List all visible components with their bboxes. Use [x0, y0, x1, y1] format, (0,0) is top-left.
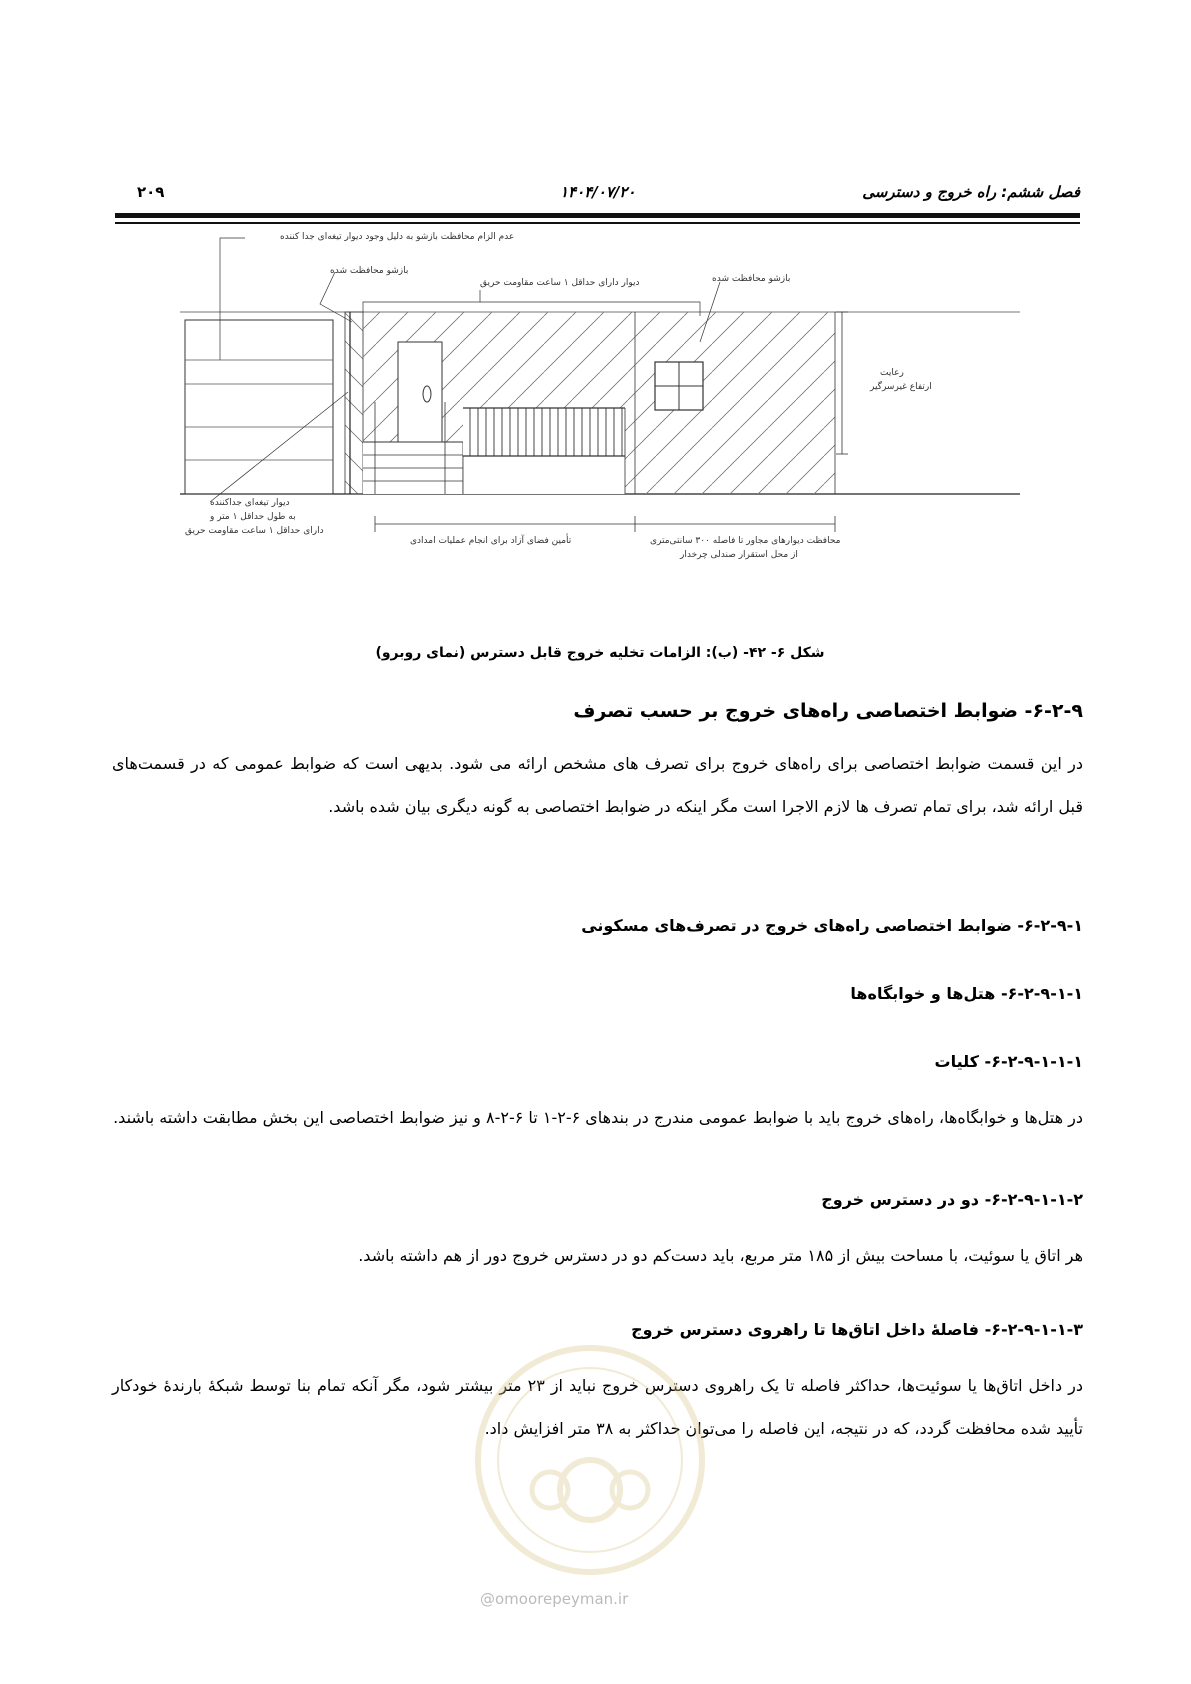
chapter-title: فصل ششم: راه خروج و دسترسی [862, 183, 1080, 201]
label-protected-opening-right: بازشو محافظت شده [712, 274, 791, 284]
page-number: ۲۰۹ [137, 183, 165, 201]
label-partition-1: دیوار تیغه‌ای جداکننده [210, 498, 290, 508]
elevation-drawing [180, 232, 1020, 622]
label-no-protection: عدم الزام محافظت بازشو به دلیل وجود دیوار تیغه‌ای جدا کننده [280, 232, 515, 242]
section-heading-general: ۶-۲-۹-۱-۱-۱- کلیات [934, 1052, 1083, 1071]
label-adjacent-2: از محل استقرار صندلی چرخدار [680, 550, 798, 560]
watermark-site: @omoorepeyman.ir [480, 1590, 629, 1608]
watermark-seal [470, 1340, 710, 1580]
page-header [115, 183, 1080, 213]
section-heading-two-doors: ۶-۲-۹-۱-۱-۲- دو در دسترس خروج [821, 1190, 1083, 1209]
section-heading-travel-distance: ۶-۲-۹-۱-۱-۳- فاصلهٔ داخل اتاق‌ها تا راهروی دسترس خروج [631, 1320, 1083, 1339]
section-heading-residential: ۶-۲-۹-۱- ضوابط اختصاصی راه‌های خروج در تصرف‌های مسکونی [581, 916, 1083, 935]
header-rule-thick [115, 213, 1080, 218]
section-heading-occupancy: ۶-۲-۹- ضوابط اختصاصی راه‌های خروج بر حسب تصرف [573, 700, 1083, 722]
label-wall-rating: دیوار دارای حداقل ۱ ساعت مقاومت حریق [480, 278, 640, 288]
header-rule-thin [115, 222, 1080, 224]
accessible-egress-figure [180, 232, 1020, 622]
label-adjacent-1: محافظت دیوارهای مجاور تا فاصله ۳۰۰ سانتی‌متری [650, 536, 841, 546]
paragraph-two-doors: هر اتاق یا سوئیت، با مساحت بیش از ۱۸۵ متر مربع، باید دست‌کم دو در دسترس خروج دور از هم داشته باشد. [358, 1246, 1083, 1265]
paragraph-intro: در این قسمت ضوابط اختصاصی برای راه‌های خروج برای تصرف های مشخص ارائه می شود. بدیهی است که ضوابط عمومی که در قسمت‌های قبل ارائه شد، برای تمام تصرف ها لازم الاجرا است مگر اینکه در ضوابط اختصاصی به گونه دیگری بیان شده باشد. [112, 754, 1083, 816]
figure-caption: شکل ۶- ۴۲- (ب): الزامات تخلیه خروج قابل دسترس (نمای روبرو) [375, 645, 825, 661]
label-protected-opening-left: بازشو محافظت شده [330, 266, 409, 276]
label-partition-3: دارای حداقل ۱ ساعت مقاومت حریق [185, 526, 324, 536]
label-smoke-height-1: رعایت [880, 368, 904, 378]
label-partition-2: به طول حداقل ۱ متر و [210, 512, 296, 522]
paragraph-travel-distance: در داخل اتاق‌ها یا سوئیت‌ها، حداکثر فاصله تا یک راهروی دسترس خروج نباید از ۲۳ متر بیشتر شود، مگر آنکه تمام بنا توسط شبکهٔ بارندهٔ خودکار تأیید شده محافظت گردد، که در نتیجه، این فاصله را می‌توان حداکثر به ۳۸ متر افزایش داد. [112, 1376, 1083, 1438]
section-heading-hotels: ۶-۲-۹-۱-۱- هتل‌ها و خوابگاه‌ها [850, 984, 1083, 1003]
paragraph-general: در هتل‌ها و خوابگاه‌ها، راه‌های خروج باید با ضوابط عمومی مندرج در بندهای ۶-۲-۱ تا ۶-۲-۸ و نیز ضوابط اختصاصی این بخش مطابقت داشته باشند. [113, 1108, 1083, 1127]
label-smoke-height-2: ارتفاع غیرسرگیر [870, 382, 932, 392]
header-date: ۱۴۰۴/۰۷/۲۰ [560, 183, 636, 201]
label-rescue-space: تأمین فضای آزاد برای انجام عملیات امدادی [410, 536, 572, 546]
